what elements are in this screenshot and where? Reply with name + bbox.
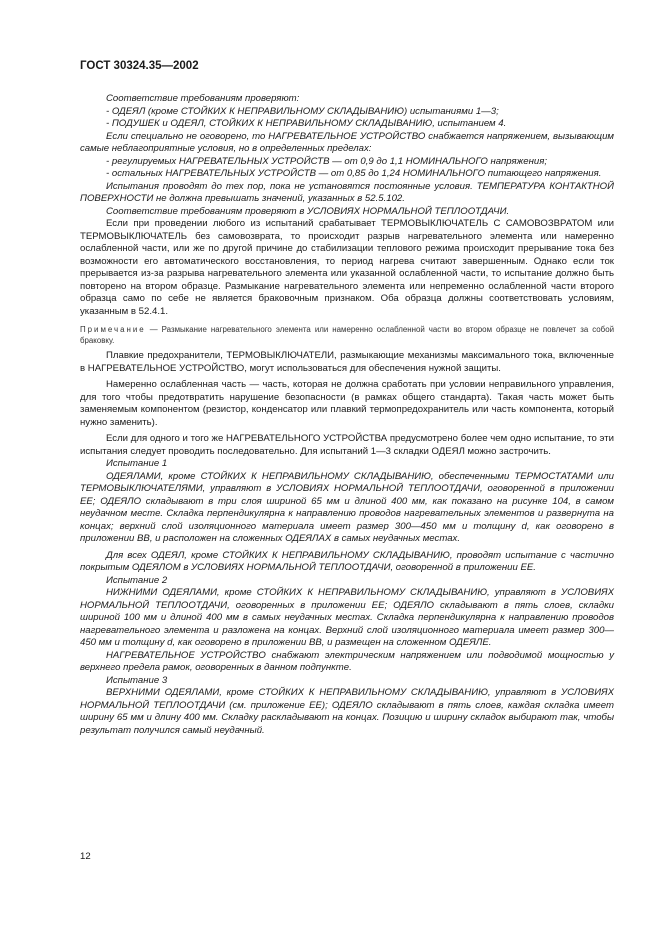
paragraph: Испытания проводят до тех пор, пока не установятся постоянные условия. ТЕМПЕРАТУРА КОНТАКТНОЙ ПОВЕРХНОСТИ не должна превышать значений, указанных в 52.5.102. <box>80 180 614 204</box>
paragraph: Если при проведении любого из испытаний срабатывает ТЕРМОВЫКЛЮЧАТЕЛЬ С САМОВОЗВРАТОМ или ТЕРМОВЫКЛЮЧАТЕЛЬ без самовозврата, то происходит разрыв нагревательного элемента или намеренно ослабленной части, или же по другой причине до стабилизации теплового режима происходит прерывание тока без возможности его автоматического восстановления, то период нагрева считают завершенным. Однако если ток прерывается из-за разрыва нагревательного элемента или указанной ослабленной части, то испытание должно быть повторено на втором образце. Размыкание нагревательного элемента или непременно ослабленной части второго образца само по себе не является браковочным признаком. Оба образца должны соответствовать условиям, указанным в 52.4.1. <box>80 218 614 317</box>
paragraph: Если специально не оговорено, то НАГРЕВАТЕЛЬНОЕ УСТРОЙСТВО снабжается напряжением, вызывающим самые неблагоприятные условия, но в определенных пределах: <box>80 130 614 154</box>
note <box>80 324 614 346</box>
paragraph: НАГРЕВАТЕЛЬНОЕ УСТРОЙСТВО снабжают электрическим напряжением или подводимой мощностью у верхнего предела рамок, оговоренных в данном подпункте. <box>80 649 614 673</box>
paragraph: ВЕРХНИМИ ОДЕЯЛАМИ, кроме СТОЙКИХ К НЕПРАВИЛЬНОМУ СКЛАДЫВАНИЮ, управляют в УСЛОВИЯХ НОРМАЛЬНОЙ ТЕПЛООТДАЧИ (см. приложение ЕЕ); ОДЕЯЛО складывают в пять слоев, каждая складка имеет ширину 65 мм и длину 400 мм. Складку раскладывают на концах. Позицию и ширину складок выбирают так, чтобы результат получился самый неудачный. <box>80 687 614 736</box>
paragraph: Соответствие требованиям проверяют в УСЛОВИЯХ НОРМАЛЬНОЙ ТЕПЛООТДАЧИ. <box>106 205 510 217</box>
test-heading: Испытание 1 <box>106 458 168 469</box>
paragraph: ОДЕЯЛАМИ, кроме СТОЙКИХ К НЕПРАВИЛЬНОМУ СКЛАДЫВАНИЮ, обеспеченными ТЕРМОСТАТАМИ или ТЕРМОВЫКЛЮЧАТЕЛЯМИ, управляют в УСЛОВИЯХ НОРМАЛЬНОЙ ТЕПЛООТДАЧИ, оговоренной в приложении ЕЕ; ОДЕЯЛО складывают в три слоя шириной 65 мм и длиной 400 мм, как показано на рисунке 104, в самом неудачном месте. Складка перпендикулярна к направлению проводов нагревательных элементов и развернута на концах; верхний слой изоляционного материала имеет размер 300—450 мм и толщину d, как оговорено в приложении ВВ, и расположен на сложенных ОДЕЯЛАХ в самых неудачных местах. <box>80 470 614 544</box>
note-label: Примечание <box>80 325 146 334</box>
paragraph: Если для одного и того же НАГРЕВАТЕЛЬНОГО УСТРОЙСТВА предусмотрено более чем одно испытание, то эти испытания следует проводить последовательно. Для испытаний 1—3 складки ОДЕЯЛ можно застрочить. <box>80 433 614 457</box>
paragraph: - остальных НАГРЕВАТЕЛЬНЫХ УСТРОЙСТВ — от 0,85 до 1,24 НОМИНАЛЬНОГО питающего напряжения. <box>106 168 602 179</box>
page-number: 12 <box>80 851 91 862</box>
paragraph: Соответствие требованиям проверяют: <box>106 93 300 104</box>
paragraph: - ПОДУШЕК и ОДЕЯЛ, СТОЙКИХ К НЕПРАВИЛЬНОМУ СКЛАДЫВАНИЮ, испытанием 4. <box>106 118 507 129</box>
paragraph: НИЖНИМИ ОДЕЯЛАМИ, кроме СТОЙКИХ К НЕПРАВИЛЬНОМУ СКЛАДЫВАНИЮ, управляют в УСЛОВИЯХ НОРМАЛЬНОЙ ТЕПЛООТДАЧИ, оговоренных в приложении ЕЕ; ОДЕЯЛО складывают в пять слоев, складки шириной 100 мм и длиной 400 мм в самых неудачных местах. Складка перпендикулярна к направлению проводов нагревательного элемента и разложена на концах. Верхний слой изоляционного материала имеет размер 300—450 мм и толщину d, как оговорено в приложении ВВ, и размещен на сложенном ОДЕЯЛЕ. <box>80 587 614 648</box>
document-body <box>80 93 614 737</box>
paragraph: - регулируемых НАГРЕВАТЕЛЬНЫХ УСТРОЙСТВ — от 0,9 до 1,1 НОМИНАЛЬНОГО напряжения; <box>106 155 547 167</box>
note-text: — Размыкание нагревательного элемента или намеренно ослабленной части во втором образце не повлечет за собой браковку. <box>80 325 614 345</box>
paragraph: Намеренно ослабленная часть — часть, которая не должна сработать при условии неправильного управления, для того чтобы предотвратить нарушение безопасности (в рамках общего стандарта). Такая часть может быть заменяемым компонентом (резистор, конденсатор или плавкий термопредохранитель или часть компонента, который нужно заменить). <box>80 379 614 428</box>
test-heading: Испытание 2 <box>106 574 168 586</box>
test-heading: Испытание 3 <box>106 674 168 686</box>
paragraph: - ОДЕЯЛ (кроме СТОЙКИХ К НЕПРАВИЛЬНОМУ СКЛАДЫВАНИЮ) испытаниями 1—3; <box>106 105 499 117</box>
standard-header: ГОСТ 30324.35—2002 <box>80 60 199 72</box>
paragraph: Для всех ОДЕЯЛ, кроме СТОЙКИХ К НЕПРАВИЛЬНОМУ СКЛАДЫВАНИЮ, проводят испытание с частично покрытым ОДЕЯЛОМ в УСЛОВИЯХ НОРМАЛЬНОЙ ТЕПЛООТДАЧИ, оговоренной в приложении ЕЕ. <box>80 549 614 573</box>
paragraph: Плавкие предохранители, ТЕРМОВЫКЛЮЧАТЕЛИ, размыкающие механизмы максимального тока, включенные в НАГРЕВАТЕЛЬНОЕ УСТРОЙСТВО, могут использоваться для обеспечения нужной защиты. <box>80 350 614 374</box>
